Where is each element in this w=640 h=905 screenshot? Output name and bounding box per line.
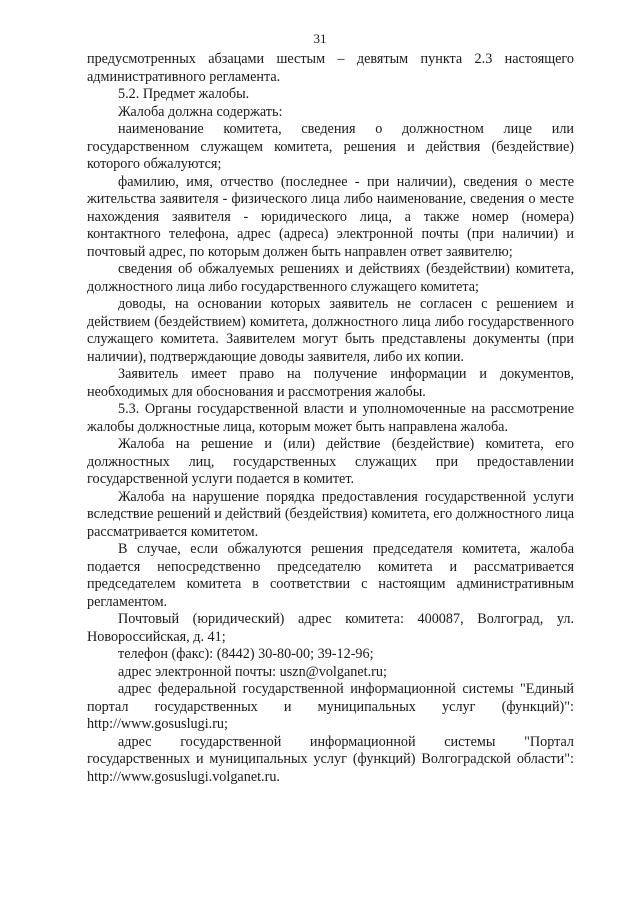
paragraph-chairman-complaint: В случае, если обжалуются решения председателя комитета, жалоба подается непосредственно председателю комитета и рассматривается председателем комитета в соответствии с настоящим административным регламентом. [87, 541, 574, 610]
document-body [87, 51, 574, 786]
paragraph-complaint-contents-intro: Жалоба должна содержать: [118, 103, 283, 120]
paragraph-appealed-decisions: сведения об обжалуемых решениях и действиях (бездействии) комитета, должностного лица либо государственного служащего комитета; [87, 261, 574, 295]
paragraph-section-5-2-heading: 5.2. Предмет жалобы. [118, 86, 250, 102]
paragraph-complaint-submission: Жалоба на решение и (или) действие (бездействие) комитета, его должностных лиц, государственных служащих при предоставлении государственной услуги подается в комитет. [87, 436, 574, 487]
paragraph-phone-fax: телефон (факс): (8442) 30-80-00; 39-12-96; [118, 646, 374, 662]
paragraph-postal-address: Почтовый (юридический) адрес комитета: 400087, Волгоград, ул. Новороссийская, д. 41; [87, 611, 574, 645]
paragraph-continuation: предусмотренных абзацами шестым – девятым пункта 2.3 настоящего административного регламента. [87, 51, 574, 85]
paragraph-federal-portal: адрес федеральной государственной информационной системы "Единый портал государственных и муниципальных услуг (функций)": http://www.gosuslugi.ru; [87, 681, 574, 732]
page-number: 31 [313, 31, 327, 46]
paragraph-email: адрес электронной почты: uszn@volganet.ru; [118, 663, 387, 680]
paragraph-applicant-details: фамилию, имя, отчество (последнее - при наличии), сведения о месте жительства заявителя - физического лица либо наименование, сведения о месте нахождения заявителя - юридического лица, а также номер (номера) контактного телефона, адрес (адреса) электронной почты (при наличии) и почтовый адрес, по которым должен быть направлен ответ заявителю; [87, 173, 574, 260]
paragraph-committee-name: наименование комитета, сведения о должностном лице или государственном служащем комитета, решения и действия (бездействие) которого обжалуются; [87, 121, 574, 172]
paragraph-applicant-rights: Заявитель имеет право на получение информации и документов, необходимых для обоснования и рассмотрения жалобы. [87, 366, 574, 400]
paragraph-arguments: доводы, на основании которых заявитель не согласен с решением и действием (бездействием) комитета, должностного лица либо государственного служащего комитета. Заявителем могут быть представлены документы (при наличии), подтверждающие доводы заявителя, либо их копии. [87, 296, 574, 365]
paragraph-section-5-3-heading: 5.3. Органы государственной власти и уполномоченные на рассмотрение жалобы должностные лица, которым может быть направлена жалоба. [87, 401, 574, 435]
paragraph-complaint-review: Жалоба на нарушение порядка предоставления государственной услуги вследствие решений и действий (бездействия) комитета, его должностного лица рассматривается комитетом. [87, 488, 574, 540]
paragraph-regional-portal: адрес государственной информационной системы "Портал государственных и муниципальных услуг (функций) Волгоградской области": http://www.gosuslugi.volganet.ru. [87, 733, 574, 785]
